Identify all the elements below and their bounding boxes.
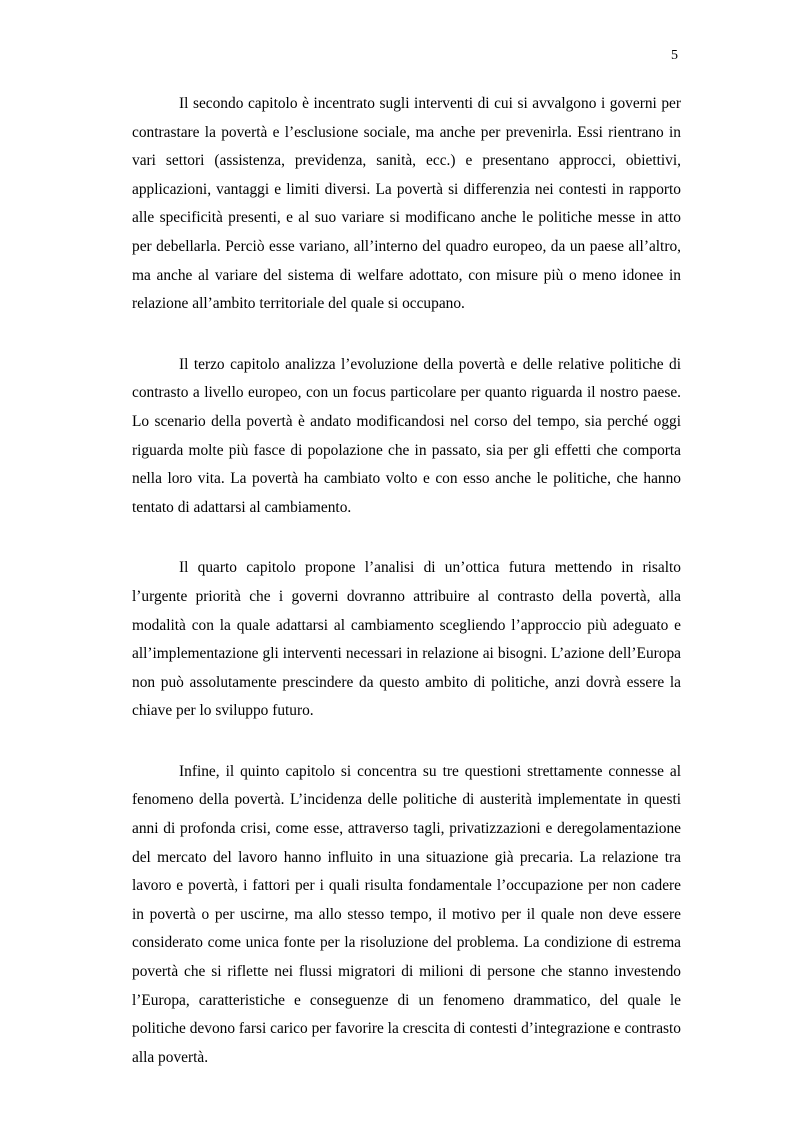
paragraph-chapter-2: Il secondo capitolo è incentrato sugli interventi di cui si avvalgono i governi per contrastare la povertà e l’esclusione sociale, ma anche per prevenirla. Essi rientrano in vari settori (assistenza, previdenza, sanità, ecc.) e presentano approcci, obiettivi, applicazioni, vantaggi e limiti diversi. La povertà si differenzia nei contesti in rapporto alle specificità presenti, e al suo variare si modificano anche le politiche messe in atto per debellarla. Perciò esse variano, all’interno del quadro europeo, da un paese all’altro, ma anche al variare del sistema di welfare adottato, con misure più o meno idonee in relazione all’ambito territoriale del quale si occupano.: [132, 95, 681, 313]
paragraph-chapter-3: Il terzo capitolo analizza l’evoluzione della povertà e delle relative politiche di contrasto a livello europeo, con un focus particolare per quanto riguarda il nostro paese. Lo scenario della povertà è andato modificandosi nel corso del tempo, sia perché oggi riguarda molte più fasce di popolazione che in passato, sia per gli effetti che comporta nella loro vita. La povertà ha cambiato volto e con esso anche le politiche, che hanno tentato di adattarsi al cambiamento.: [132, 355, 681, 516]
page-number: 5: [671, 48, 678, 63]
paragraph-chapter-4: Il quarto capitolo propone l’analisi di un’ottica futura mettendo in risalto l’urgente priorità che i governi dovranno attribuire al contrasto della povertà, alla modalità con la quale adattarsi al cambiamento scegliendo l’approccio più adeguato e all’implementazione gli interventi necessari in relazione ai bisogni. L’azione dell’Europa non può assolutamente prescindere da questo ambito di politiche, anzi dovrà essere la chiave per lo sviluppo futuro.: [132, 559, 681, 720]
paragraph-chapter-5: Infine, il quinto capitolo si concentra su tre questioni strettamente connesse al fenomeno della povertà. L’incidenza delle politiche di austerità implementate in questi anni di profonda crisi, come esse, attraverso tagli, privatizzazioni e deregolamentazione del mercato del lavoro hanno influito in una situazione già precaria. La relazione tra lavoro e povertà, i fattori per i quali risulta fondamentale l’occupazione per non cadere in povertà o per uscirne, ma allo stesso tempo, il motivo per il quale non deve essere considerato come unica fonte per la risoluzione del problema. La condizione di estrema povertà che si riflette nei flussi migratori di milioni di persone che stanno investendo l’Europa, caratteristiche e conseguenze di un fenomeno drammatico, del quale le politiche devono farsi carico per favorire la crescita di contesti d’integrazione e contrasto alla povertà.: [132, 762, 681, 1066]
document-body: [132, 90, 681, 1104]
